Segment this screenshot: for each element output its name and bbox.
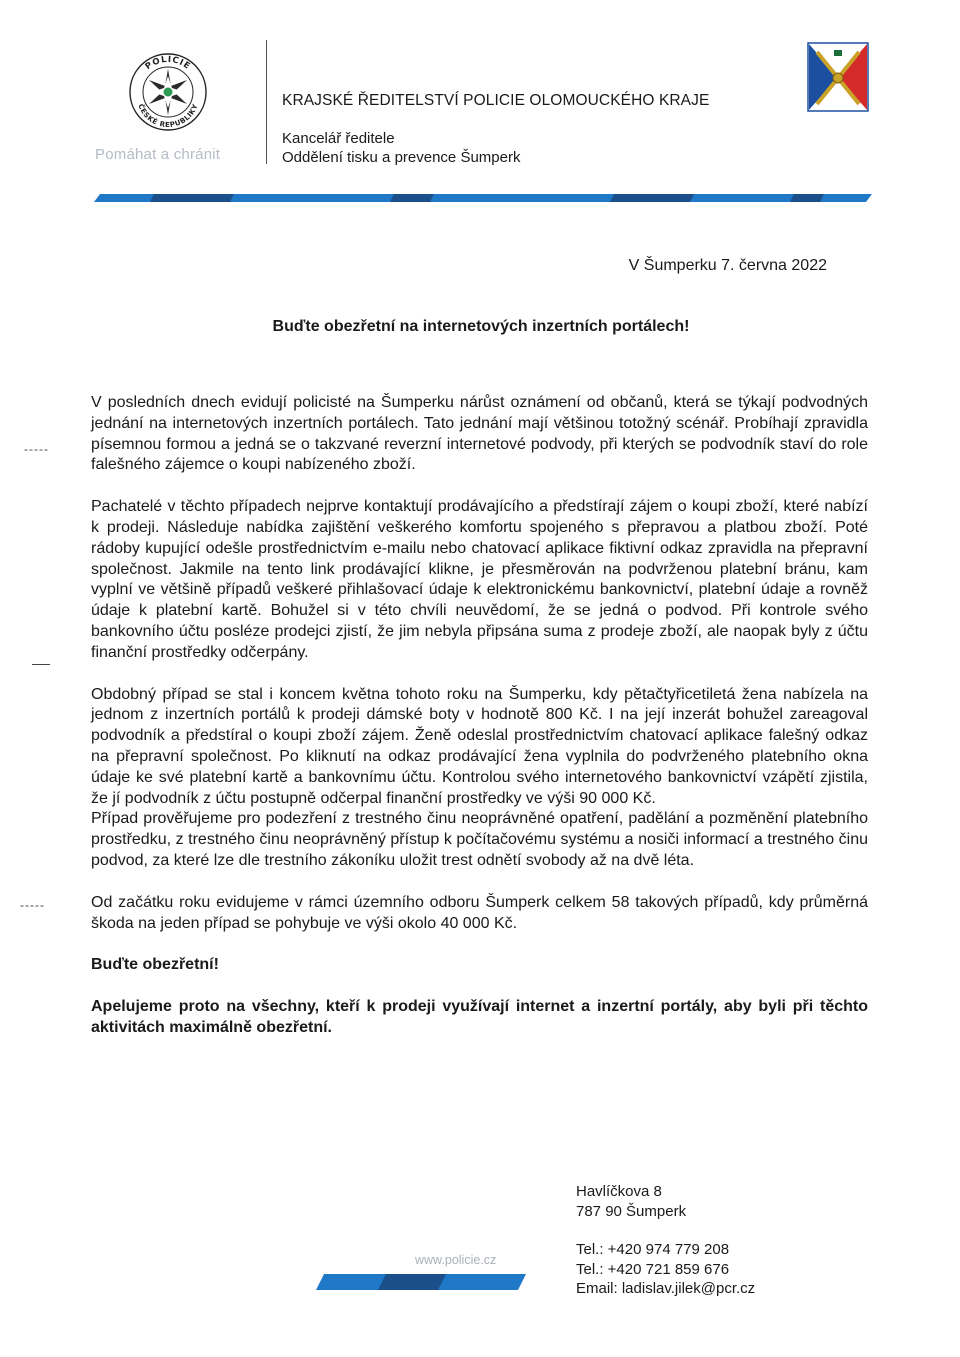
svg-text:ČESKÉ REPUBLIKY: ČESKÉ REPUBLIKY — [136, 102, 200, 130]
margin-mark-line — [32, 664, 50, 665]
paragraph-statistics: Od začátku roku evidujeme v rámci územního odboru Šumperk celkem 58 takových případů, kdy průměrná škoda na jeden případ se pohybuje ve výši okolo 40 000 Kč. — [91, 893, 868, 932]
paragraph-appeal: Apelujeme proto na všechny, kteří k prodeji využívají internet a inzertní portály, aby byli při těchto aktivitách maximálně obezřetní. — [91, 998, 868, 1036]
letter-body — [91, 393, 868, 1039]
police-seal-logo — [128, 52, 208, 132]
letter-date: V Šumperku 7. června 2022 — [628, 257, 827, 274]
office-line-1: Kancelář ředitele — [282, 130, 395, 147]
header-divider — [266, 40, 267, 164]
paragraph-investigation: Případ prověřujeme pro podezření z trestného činu neoprávněné opatření, padělání a pozměnění platebního prostředku, z trestného činu neoprávněný přístup k počítačovému systému a nosiči informací a trestného činu podvod, za které lze dle trestního zákoníku uložit trest odnětí svobody až na dvě léta. — [91, 810, 868, 869]
paragraph-intro: V posledních dnech evidují policisté na Šumperku nárůst oznámení od občanů, která se týkají podvodných jednání na internetových inzertních portálech. Tato jednání mají většinou totožný scénář. Probíhají zpravidla písemnou formou a jedná se o takzvané reverzní internetové podvody, při kterých se podvodník staví do role falešného zájemce o koupi nabízeného zboží. — [91, 394, 868, 474]
paragraph-warning: Buďte obezřetní! — [91, 956, 219, 974]
footer-address — [576, 1182, 686, 1221]
police-motto: Pomáhat a chránit — [95, 146, 221, 163]
letter-title: Buďte obezřetní na internetových inzertních portálech! — [272, 318, 690, 335]
organization-name: KRAJSKÉ ŘEDITELSTVÍ POLICIE OLOMOUCKÉHO KRAJE — [282, 92, 710, 109]
olomouc-region-emblem — [807, 42, 869, 112]
address-city: 787 90 Šumperk — [576, 1202, 687, 1220]
paragraph-case: Obdobný případ se stal i koncem května tohoto roku na Šumperku, kdy pětačtyřicetiletá žena nabízela na jednom z inzertních portálů k prodeji dámské boty v hodnotě 800 Kč. I na její inzerát bohužel zareagoval podvodník a předstíral o koupi zboží zájem. Ženě odeslal prostřednictvím chatovací aplikace falešný odkaz na přepravní společnost. Po kliknutí na odkaz prodávající žena vyplnila do podvrženého platebního okna údaje ke své platební kartě a bankovnímu účtu. Kontrolou svého internetového bankovnictví vzápětí zjistila, že jí podvodník z účtu postupně odčerpal finanční prostředky ve výši 90 000 Kč. — [91, 685, 868, 807]
email: Email: ladislav.jilek@pcr.cz — [576, 1280, 756, 1297]
svg-text:POLICIE: POLICIE — [143, 54, 193, 73]
header-stripe — [94, 192, 872, 204]
footer-contacts — [576, 1240, 755, 1299]
margin-mark: ----- — [24, 442, 49, 456]
margin-mark: ----- — [20, 898, 45, 912]
paragraph-method: Pachatelé v těchto případech nejprve kontaktují prodávajícího a předstírají zájem o koupi zboží, které nabízí k prodeji. Následuje nabídka zajištění veškerého komfortu spojeného s přepravou a platbou zboží. Poté rádoby kupující odešle prostřednictvím e-mailu nebo chatovací aplikace fiktivní odkaz zpravidla na přepravní společnost. Jakmile na tento link prodávající klikne, je přesměrován na podvrženou platební bránu, kam vyplní ve většině případů veškeré přihlašovací údaje k elektronickému bankovnictví, platební údaje a rovněž údaje k platební kartě. Bohužel si v této chvíli neuvědomí, že se jedná o podvod. Při kontrole svého bankovního účtu posléze prodejci zjistí, že jim nebyla připsána suma z prodeje zboží, ale naopak byly z účtu finanční prostředky odčerpány. — [91, 498, 868, 661]
footer-stripe — [316, 1272, 526, 1292]
phone-2: Tel.: +420 721 859 676 — [576, 1260, 730, 1278]
address-street: Havlíčkova 8 — [576, 1183, 662, 1200]
phone-1: Tel.: +420 974 779 208 — [576, 1241, 730, 1258]
office-line-2: Oddělení tisku a prevence Šumperk — [282, 149, 521, 166]
office-department — [282, 129, 520, 167]
website-url: www.policie.cz — [415, 1253, 497, 1267]
